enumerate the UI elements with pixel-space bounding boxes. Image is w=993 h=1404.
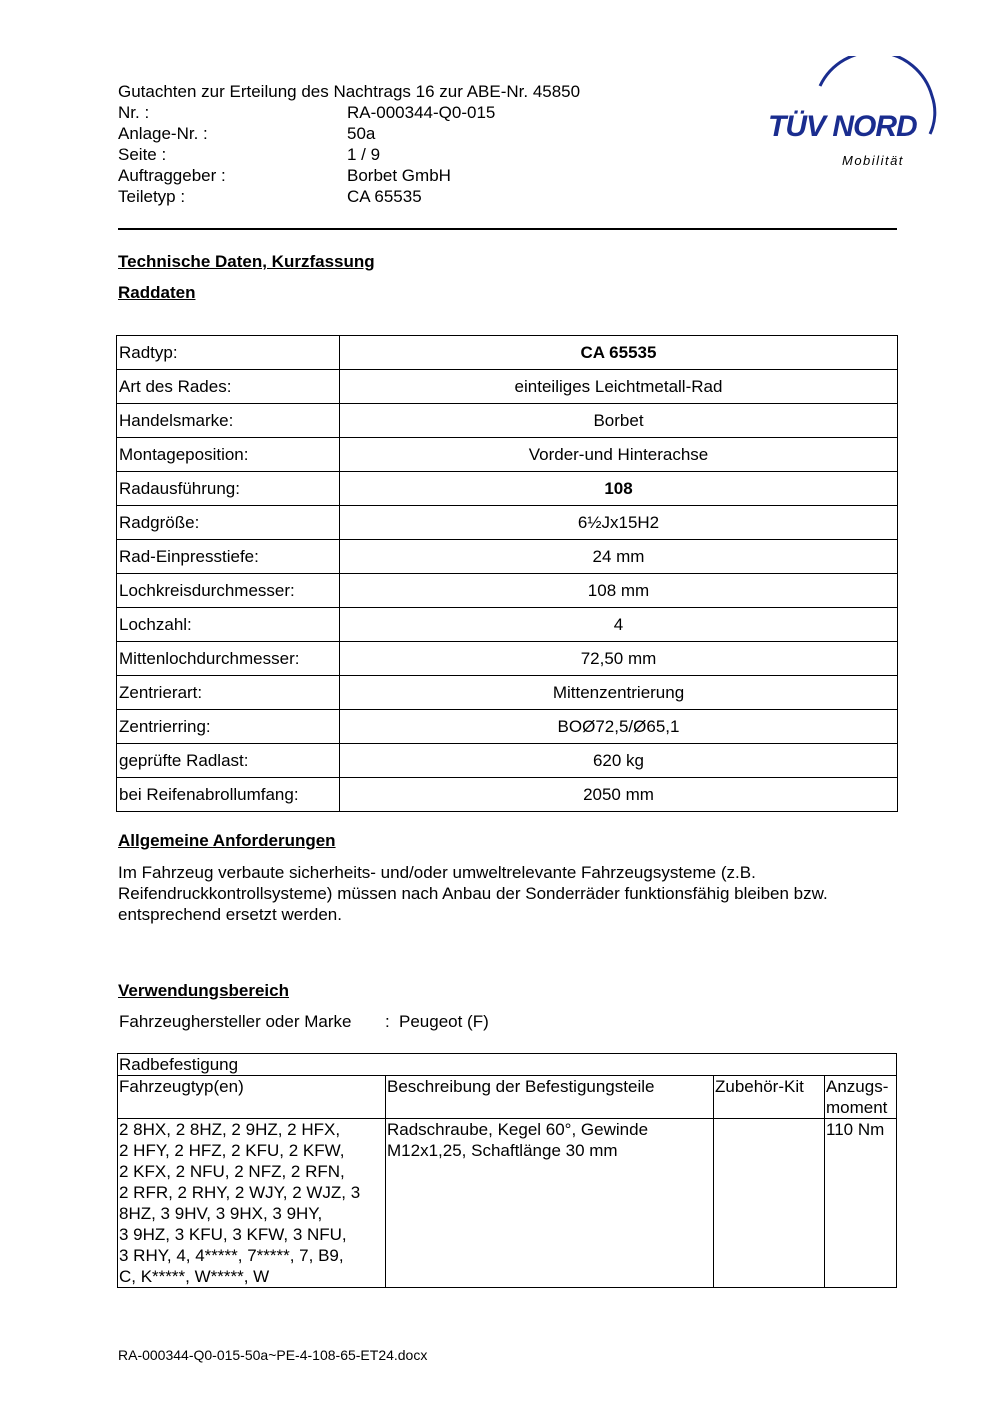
header-value: 1 / 9 xyxy=(347,145,381,164)
cell-value: 620 kg xyxy=(340,744,898,778)
header-key: Seite : xyxy=(118,145,167,164)
cell-value: einteiliges Leichtmetall-Rad xyxy=(340,370,898,404)
logo-arc-icon xyxy=(760,56,945,174)
manufacturer-value: Peugeot (F) xyxy=(399,1012,489,1031)
table-row xyxy=(117,710,898,744)
document-title: Gutachten zur Erteilung des Nachtrags 16 zur ABE-Nr. 45850 xyxy=(118,82,581,101)
cell-label: Radtyp: xyxy=(117,336,340,370)
cell-label: Montageposition: xyxy=(117,438,340,472)
table-row xyxy=(117,642,898,676)
header-torque xyxy=(825,1076,897,1119)
vehicle-types-line: 3 RHY, 4, 4*****, 7*****, 7, B9, xyxy=(119,1246,344,1265)
header-divider xyxy=(118,228,897,230)
header-value: 50a xyxy=(347,124,376,143)
vehicle-types-line: 2 HFY, 2 HFZ, 2 KFU, 2 KFW, xyxy=(119,1141,345,1160)
header-key: Auftraggeber : xyxy=(118,166,226,185)
cell-value: 6½Jx15H2 xyxy=(340,506,898,540)
table-row xyxy=(118,1119,897,1288)
cell-value: 4 xyxy=(340,608,898,642)
cell-label: Radgröße: xyxy=(117,506,340,540)
table-row xyxy=(117,472,898,506)
mounting-table xyxy=(117,1053,897,1288)
logo-brand: TÜV NORD xyxy=(768,110,917,143)
table-row xyxy=(117,506,898,540)
vehicle-types-line: C, K*****, W*****, W xyxy=(119,1267,270,1286)
description-line: M12x1,25, Schaftlänge 30 mm xyxy=(387,1141,618,1160)
cell-vehicle-types xyxy=(118,1119,386,1288)
general-text xyxy=(118,862,908,925)
cell-value: 108 mm xyxy=(340,574,898,608)
cell-value: 24 mm xyxy=(340,540,898,574)
cell-label: geprüfte Radlast: xyxy=(117,744,340,778)
heading-wheel-data: Raddaten xyxy=(118,283,196,302)
cell-torque: 110 Nm xyxy=(825,1119,897,1288)
cell-label: Art des Rades: xyxy=(117,370,340,404)
vehicle-types-line: 2 KFX, 2 NFU, 2 NFZ, 2 RFN, xyxy=(119,1162,345,1181)
table-row xyxy=(117,744,898,778)
heading-technical: Technische Daten, Kurzfassung xyxy=(118,252,375,271)
cell-value: Mittenzentrierung xyxy=(340,676,898,710)
cell-value: 108 xyxy=(340,472,898,506)
header-key: Anlage-Nr. : xyxy=(118,124,208,143)
footer-filename: RA-000344-Q0-015-50a~PE-4-108-65-ET24.docx xyxy=(118,1347,428,1363)
manufacturer-label: Fahrzeughersteller oder Marke xyxy=(119,1012,352,1031)
cell-label: Rad-Einpresstiefe: xyxy=(117,540,340,574)
cell-label: Zentrierring: xyxy=(117,710,340,744)
wheel-data-table xyxy=(116,335,898,812)
cell-value: BOØ72,5/Ø65,1 xyxy=(340,710,898,744)
description-line: Radschraube, Kegel 60°, Gewinde xyxy=(387,1120,649,1139)
table-header-row xyxy=(118,1076,897,1119)
cell-label: Lochkreisdurchmesser: xyxy=(117,574,340,608)
cell-description xyxy=(386,1119,714,1288)
cell-label: Zentrierart: xyxy=(117,676,340,710)
cell-value: CA 65535 xyxy=(340,336,898,370)
cell-label: Handelsmarke: xyxy=(117,404,340,438)
vehicle-types-line: 2 8HX, 2 8HZ, 2 9HZ, 2 HFX, xyxy=(119,1120,341,1139)
table-row xyxy=(118,1054,897,1076)
table-row xyxy=(117,370,898,404)
header-torque-line: Anzugs- xyxy=(826,1077,889,1096)
logo-sub: Mobilität xyxy=(842,153,904,168)
table-row xyxy=(117,778,898,812)
cell-value: Vorder-und Hinterachse xyxy=(340,438,898,472)
tuev-nord-logo xyxy=(760,56,945,174)
cell-accessory-kit xyxy=(714,1119,825,1288)
header-accessory-kit: Zubehör-Kit xyxy=(714,1076,825,1119)
mounting-caption: Radbefestigung xyxy=(118,1054,897,1076)
header-vehicle-types: Fahrzeugtyp(en) xyxy=(118,1076,386,1119)
cell-label: Radausführung: xyxy=(117,472,340,506)
header-torque-line: moment xyxy=(826,1098,888,1117)
header-description: Beschreibung der Befestigungsteile xyxy=(386,1076,714,1119)
cell-value: 2050 mm xyxy=(340,778,898,812)
cell-value: Borbet xyxy=(340,404,898,438)
header-value: CA 65535 xyxy=(347,187,422,206)
cell-label: bei Reifenabrollumfang: xyxy=(117,778,340,812)
header-key: Teiletyp : xyxy=(118,187,186,206)
manufacturer-separator: : xyxy=(385,1012,390,1031)
header-value: RA-000344-Q0-015 xyxy=(347,103,496,122)
vehicle-types-line: 3 9HZ, 3 KFU, 3 KFW, 3 NFU, xyxy=(119,1225,347,1244)
vehicle-types-line: 8HZ, 3 9HV, 3 9HX, 3 9HY, xyxy=(119,1204,323,1223)
table-row xyxy=(117,574,898,608)
general-text-line: Im Fahrzeug verbaute sicherheits- und/oder umweltrelevante Fahrzeugsysteme (z.B. xyxy=(118,863,756,882)
manufacturer-line xyxy=(119,1012,489,1032)
header-value: Borbet GmbH xyxy=(347,166,451,185)
table-row xyxy=(117,336,898,370)
table-row xyxy=(117,608,898,642)
heading-general: Allgemeine Anforderungen xyxy=(118,831,336,850)
cell-value: 72,50 mm xyxy=(340,642,898,676)
table-row xyxy=(117,404,898,438)
heading-usage: Verwendungsbereich xyxy=(118,981,289,1000)
table-row xyxy=(117,438,898,472)
table-row xyxy=(117,676,898,710)
vehicle-types-line: 2 RFR, 2 RHY, 2 WJY, 2 WJZ, 3 xyxy=(119,1183,361,1202)
general-text-line: Reifendruckkontrollsysteme) müssen nach Anbau der Sonderräder funktionsfähig bleiben bzw. xyxy=(118,884,828,903)
cell-label: Lochzahl: xyxy=(117,608,340,642)
header-key: Nr. : xyxy=(118,103,150,122)
table-row xyxy=(117,540,898,574)
cell-label: Mittenlochdurchmesser: xyxy=(117,642,340,676)
general-text-line: entsprechend ersetzt werden. xyxy=(118,905,342,924)
